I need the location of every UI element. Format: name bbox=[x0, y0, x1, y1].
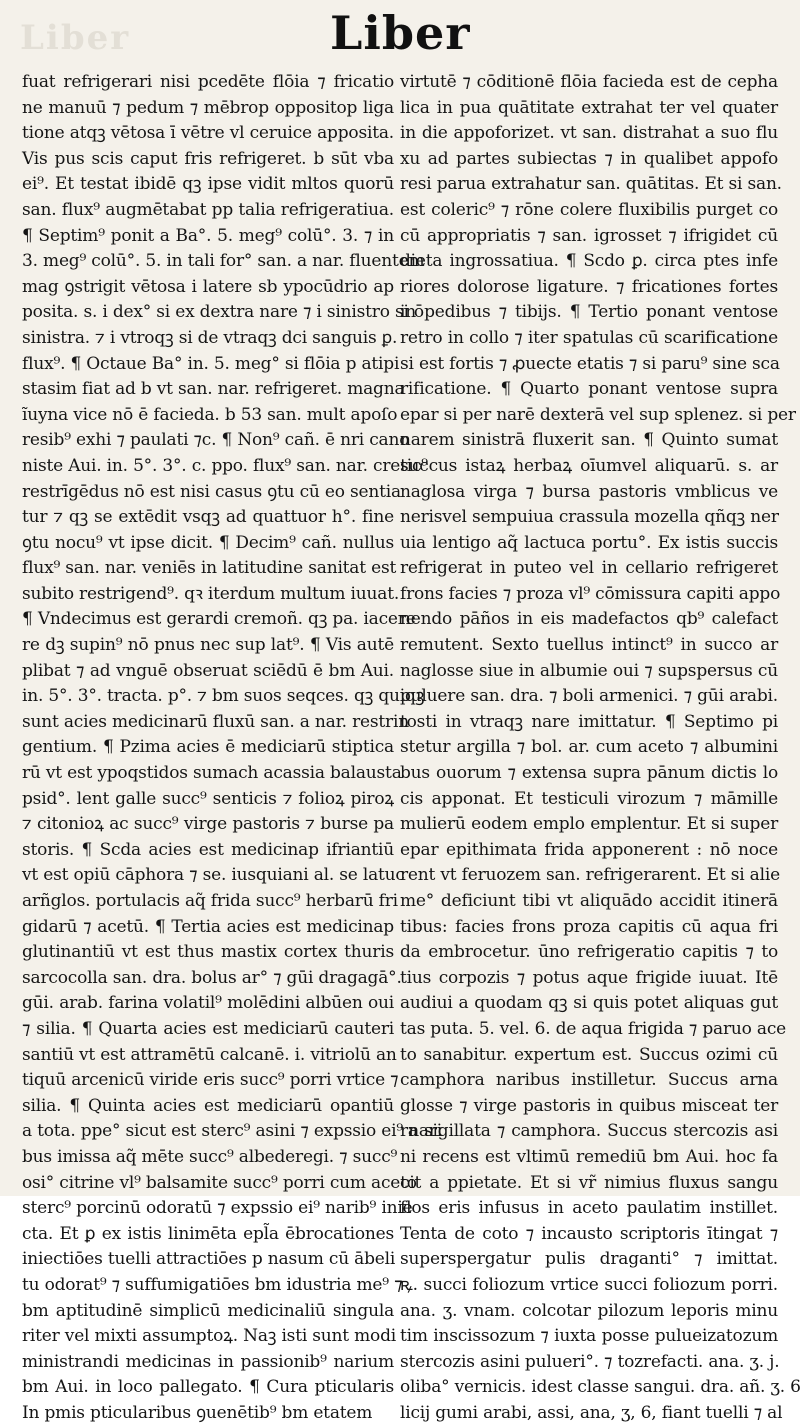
text-line: posita. s. i dex° si ex dextra nare ⁊ i sinistro si ō bbox=[22, 302, 424, 323]
text-line: dieta ingrossatiua. ¶ Scdo ꝑ. circa ptes infe bbox=[400, 251, 778, 272]
text-line: epar si per narē dexterā vel sup splenez. si per bbox=[400, 404, 796, 425]
text-line: lica in pua quātitate extrahat ter vel quater bbox=[400, 97, 778, 118]
text-line: glosse ⁊ virge pastoris in quibus misceat ter bbox=[400, 1095, 778, 1116]
text-line: in die appoforizet. vt san. distrahat a suo flu bbox=[400, 123, 778, 144]
text-line: sterc⁹ porcinū odoratū ⁊ expssio ei⁹ narib⁹ inie bbox=[22, 1198, 413, 1219]
text-line: superspergatur pulis draganti° ⁊ imittat. bbox=[400, 1249, 778, 1270]
text-line: rū vt est ypoqstidos sumach acassia balausta bbox=[22, 763, 402, 784]
text-line: retro in collo ⁊ iter spatulas cū scarificatione bbox=[400, 327, 778, 348]
text-line: fuat refrigerari nisi pcedēte flōia ⁊ fricatio bbox=[22, 72, 394, 92]
text-line: camphora naribus instilletur. Succus arna bbox=[400, 1070, 778, 1091]
text-line: resib⁹ exhi ⁊ paulati ⁊c. ¶ Non⁹ cañ. ē nri cano bbox=[22, 430, 410, 451]
text-line: san. flux⁹ augmētabat pp talia refrigeratiua. bbox=[22, 199, 394, 220]
text-line: tiquū arcenicū viride eris succ⁹ porri vrtice ⁊ bbox=[22, 1070, 399, 1091]
text-line: niste Aui. in. 5°. 3°. c. ppo. flux⁹ san. nar. cretic⁹ bbox=[22, 455, 428, 476]
text-line: epar epithimata frida apponerent : nō noce bbox=[400, 839, 778, 860]
text-line: virtutē ⁊ cōditionē flōia facieda est de cepha bbox=[400, 72, 778, 92]
text-line: cū appropriatis ⁊ san. igrosset ⁊ ifrigidet cū bbox=[400, 225, 778, 246]
text-line: si est fortis ⁊ ꝓuecte etatis ⁊ si paru⁹ sine sca bbox=[400, 353, 780, 374]
text-line: ⁊ silia. ¶ Quarta acies est mediciarū cauteri bbox=[22, 1018, 394, 1039]
text-line: bus imissa aq̃ mēte succ⁹ albederegi. ⁊ succ⁹ bbox=[22, 1146, 398, 1167]
text-line: gentium. ¶ Pzima acies ē mediciarū stiptica bbox=[22, 737, 394, 758]
text-line: rificatione. ¶ Quarto ponant ventose supra bbox=[400, 379, 778, 400]
text-line: storis. ¶ Scda acies est medicinap ifriantiū bbox=[22, 839, 394, 860]
text-line: ĩuyna vice nō ē facieda. b 53 san. mult apoſo bbox=[22, 404, 398, 425]
text-line: re dꝫ supin⁹ nō pnus nec sup lat⁹. ¶ Vis autē bbox=[22, 635, 394, 656]
text-line: ana. ʒ. vnam. colcotar pilozum leporis minu bbox=[400, 1300, 778, 1321]
text-line: gidarū ⁊ acetū. ¶ Tertia acies est medicinap bbox=[22, 916, 394, 937]
left-column bbox=[22, 70, 443, 1426]
text-line: mulierū eodem emplo emplentur. Et si super bbox=[400, 814, 778, 835]
text-line: naglosse siue in albumie oui ⁊ supspersus cū bbox=[400, 660, 778, 681]
text-line: arñglos. portulacis aq̃ frida succ⁹ herbarū fri bbox=[22, 891, 398, 911]
text-line: me° deficiunt tibi vt aliquādo accidit itinerā bbox=[400, 891, 778, 911]
text-line: sunt acies medicinarū fluxū san. a nar. restrin bbox=[22, 711, 409, 732]
text-line: succus istaꝝ herbaꝝ oīumvel aliquarū. s. ar bbox=[400, 455, 778, 476]
text-line: tius corpozis ⁊ potus aque frigide iuuat. Itē bbox=[400, 967, 778, 988]
text-line: in pedibus ⁊ tibijs. ¶ Tertio ponant ventose bbox=[400, 302, 778, 323]
text-line: iniectiōes tuelli attractiōes p nasum cū ābeli bbox=[22, 1249, 396, 1270]
text-line: licij gumi arabi, assi, ana, ʒ, 6, fiant tuelli ⁊ al bbox=[400, 1402, 783, 1423]
text-line: cis apponat. Et testiculi virozum ⁊ māmille bbox=[400, 788, 778, 809]
text-line: mag ꝯstrigit vētosa i latere sb ypocūdrio ap bbox=[22, 276, 394, 297]
text-line: naglosa virga ⁊ bursa pastoris vmblicus ve bbox=[400, 481, 778, 502]
text-line: glutinantiū vt est thus mastix cortex thuris bbox=[22, 942, 394, 963]
bleed-through-text: Liber bbox=[20, 18, 131, 58]
text-line: cit a ppietate. Et si vr̃ nimius fluxus sangu bbox=[400, 1172, 778, 1193]
right-column bbox=[400, 70, 801, 1426]
text-line: ꝶ. succi foliozum vrtice succi foliozum porri. bbox=[400, 1274, 778, 1295]
text-line: resi parua extrahatur san. quātitas. Et si san. bbox=[400, 174, 782, 195]
text-line: tibus: facies frons proza capitis cū aqua fri bbox=[400, 916, 778, 937]
text-line: ni recens est vltimū remediū bm Aui. hoc fa bbox=[400, 1146, 778, 1167]
text-line: tione atqꝫ vētosa ī vētre vl ceruice apposita. bbox=[22, 123, 394, 144]
text-line: riores dolorose ligature. ⁊ fricationes fortes bbox=[400, 276, 778, 297]
text-line: tosti in vtraqꝫ nare imittatur. ¶ Septimo pi bbox=[400, 711, 778, 732]
text-line: ne manuū ⁊ pedum ⁊ mēbrop oppositop liga bbox=[22, 97, 394, 118]
text-line: riter vel mixti assumptoꝝ. Naꝫ isti sunt modi bbox=[22, 1326, 397, 1347]
text-line: osi° citrine vl⁹ balsamite succ⁹ porri cum aceto bbox=[22, 1172, 417, 1193]
text-line: Vis pus scis caput fris refrigeret. b sūt vba bbox=[22, 148, 394, 169]
text-line: cta. Et ꝑ ex istis linimēta epl̃a ēbrocationes bbox=[22, 1223, 394, 1244]
text-line: ¶ Septim⁹ ponit a Ba°. 5. meg⁹ colū°. 3. ⁊ in bbox=[22, 225, 394, 246]
text-line: stercozis asini pulueri°. ⁊ tozrefacti. ana. ʒ. j. bbox=[400, 1351, 780, 1372]
text-line: subito restrigend⁹. qꝛ iterdum multum iuuat. bbox=[22, 583, 400, 604]
text-line: oliba° vernicis. idest classe sangui. dra. añ. ʒ. 6 bbox=[400, 1377, 801, 1398]
text-line: santiū vt est attramētū calcanē. i. vitriolū an bbox=[22, 1044, 397, 1065]
text-line: nendo pāños in eis madefactos qb⁹ calefact bbox=[400, 609, 778, 630]
text-line: rent vt feruozem san. refrigerarent. Et si alie bbox=[400, 865, 780, 886]
text-line: bm Aui. in loco pallegato. ¶ Cura pticularis bbox=[22, 1377, 394, 1398]
text-line: ⁊ citonioꝝ ac succ⁹ virge pastoris ⁊ burse pa bbox=[22, 814, 394, 835]
text-line: 3. meg⁹ colū°. 5. in tali for° san. a nar. fluentem bbox=[22, 251, 425, 272]
text-line: ꝯtu nocu⁹ vt ipse dicit. ¶ Decim⁹ cañ. nullus bbox=[22, 532, 394, 553]
text-line: uia lentigo aq̃ lactuca portu°. Ex istis succis bbox=[400, 532, 778, 553]
text-line: ra sigillata ⁊ camphora. Succus stercozis asi bbox=[400, 1121, 778, 1142]
text-line: nerisvel sempuiua crassula mozella qñqꝫ ner bbox=[400, 507, 779, 528]
text-line: bm aptitudinē simplicū medicinaliū singula bbox=[22, 1300, 394, 1321]
text-line: refrigerat in puteo vel in cellario refrigeret bbox=[400, 558, 778, 579]
text-line: ¶ Vndecimus est gerardi cremoñ. qꝫ pa. iacere bbox=[22, 609, 416, 630]
text-line: stasim fiat ad b vt san. nar. refrigeret. magna bbox=[22, 379, 405, 400]
text-line: tim inscissozum ⁊ iuxta posse pulueizatozum bbox=[400, 1326, 778, 1347]
text-line: est coleric⁹ ⁊ rōne colere fluxibilis purget co bbox=[400, 199, 778, 220]
text-line: In pmis pticularibus ꝯuenētib⁹ bm etatem bbox=[22, 1402, 373, 1423]
text-line: restrīgēdus nō est nisi casus ꝯtu cū eo sentia bbox=[22, 481, 401, 502]
text-line: Tenta de coto ⁊ incausto scriptoris ītingat ⁊ bbox=[400, 1223, 778, 1244]
text-line: ei⁹. Et testat ibidē qꝫ ipse vidit mltos quorū bbox=[22, 174, 394, 195]
text-line: bus ouorum ⁊ extensa supra pānum dictis lo bbox=[400, 763, 778, 784]
text-line: sinistra. ⁊ i vtroqꝫ si de vtraqꝫ dci sanguis ꝑ. bbox=[22, 327, 398, 348]
text-line: flux⁹ san. nar. veniēs in latitudine sanitat est bbox=[22, 558, 397, 579]
text-line: a tota. ppe° sicut est sterc⁹ asini ⁊ expssio ei⁹ nari bbox=[22, 1121, 443, 1142]
text-line: gūi. arab. farina volatil⁹ molēdini albūen oui bbox=[22, 993, 394, 1014]
text-line: tur ⁊ qꝫ se extēdit vsqꝫ ad quattuor h°. fine bbox=[22, 507, 394, 528]
text-line: plibat ⁊ ad vnguē obseruat sciēdū ē bm Aui. bbox=[22, 660, 394, 681]
text-line: ministrandi medicinas in passionib⁹ narium bbox=[22, 1351, 394, 1372]
text-line: psid°. lent galle succ⁹ senticis ⁊ folioꝝ piroꝝ bbox=[22, 788, 394, 809]
text-line: stetur argilla ⁊ bol. ar. cum aceto ⁊ albumini bbox=[400, 737, 778, 758]
text-line: flos eris infusus in aceto paulatim instillet. bbox=[400, 1198, 778, 1219]
running-head: Liber bbox=[330, 6, 471, 60]
text-line: da embrocetur. ūno refrigeratio capitis ⁊ to bbox=[400, 942, 778, 963]
text-line: to sanabitur. expertum est. Succus ozimi cū bbox=[400, 1044, 778, 1065]
text-line: narem sinistrā fluxerit san. ¶ Quinto sumat bbox=[400, 430, 778, 451]
text-line: audiui a quodam qꝫ si quis potet aliquas gut bbox=[400, 993, 778, 1014]
text-line: puluere san. dra. ⁊ boli armenici. ⁊ gūi arabi. bbox=[400, 686, 778, 707]
text-line: tas puta. 5. vel. 6. de aqua frigida ⁊ paruo ace bbox=[400, 1018, 787, 1039]
text-line: flux⁹. ¶ Octaue Ba° in. 5. meg° si flōia p atipi bbox=[22, 353, 400, 374]
text-line: tu odorat⁹ ⁊ suffumigatiōes bm idustria me⁹ ⁊ bbox=[22, 1274, 403, 1295]
text-line: silia. ¶ Quinta acies est mediciarū opantiū bbox=[22, 1095, 394, 1116]
text-line: frons facies ⁊ proza vl⁹ cōmissura capiti appo bbox=[400, 583, 781, 604]
text-line: xu ad partes subiectas ⁊ in qualibet appofo bbox=[400, 148, 778, 169]
text-line: remutent. Sexto tuellus intinct⁹ in succo ar bbox=[400, 635, 778, 656]
text-line: sarcocolla san. dra. bolus ar° ⁊ gūi dragagā°. bbox=[22, 967, 402, 988]
text-line: vt est opiū cāphora ⁊ se. iusquiani al. se latuc bbox=[22, 865, 405, 886]
text-line: in. 5°. 3°. tracta. p°. ⁊ bm suos seqces. qꝫ quiqꝫ bbox=[22, 686, 425, 707]
